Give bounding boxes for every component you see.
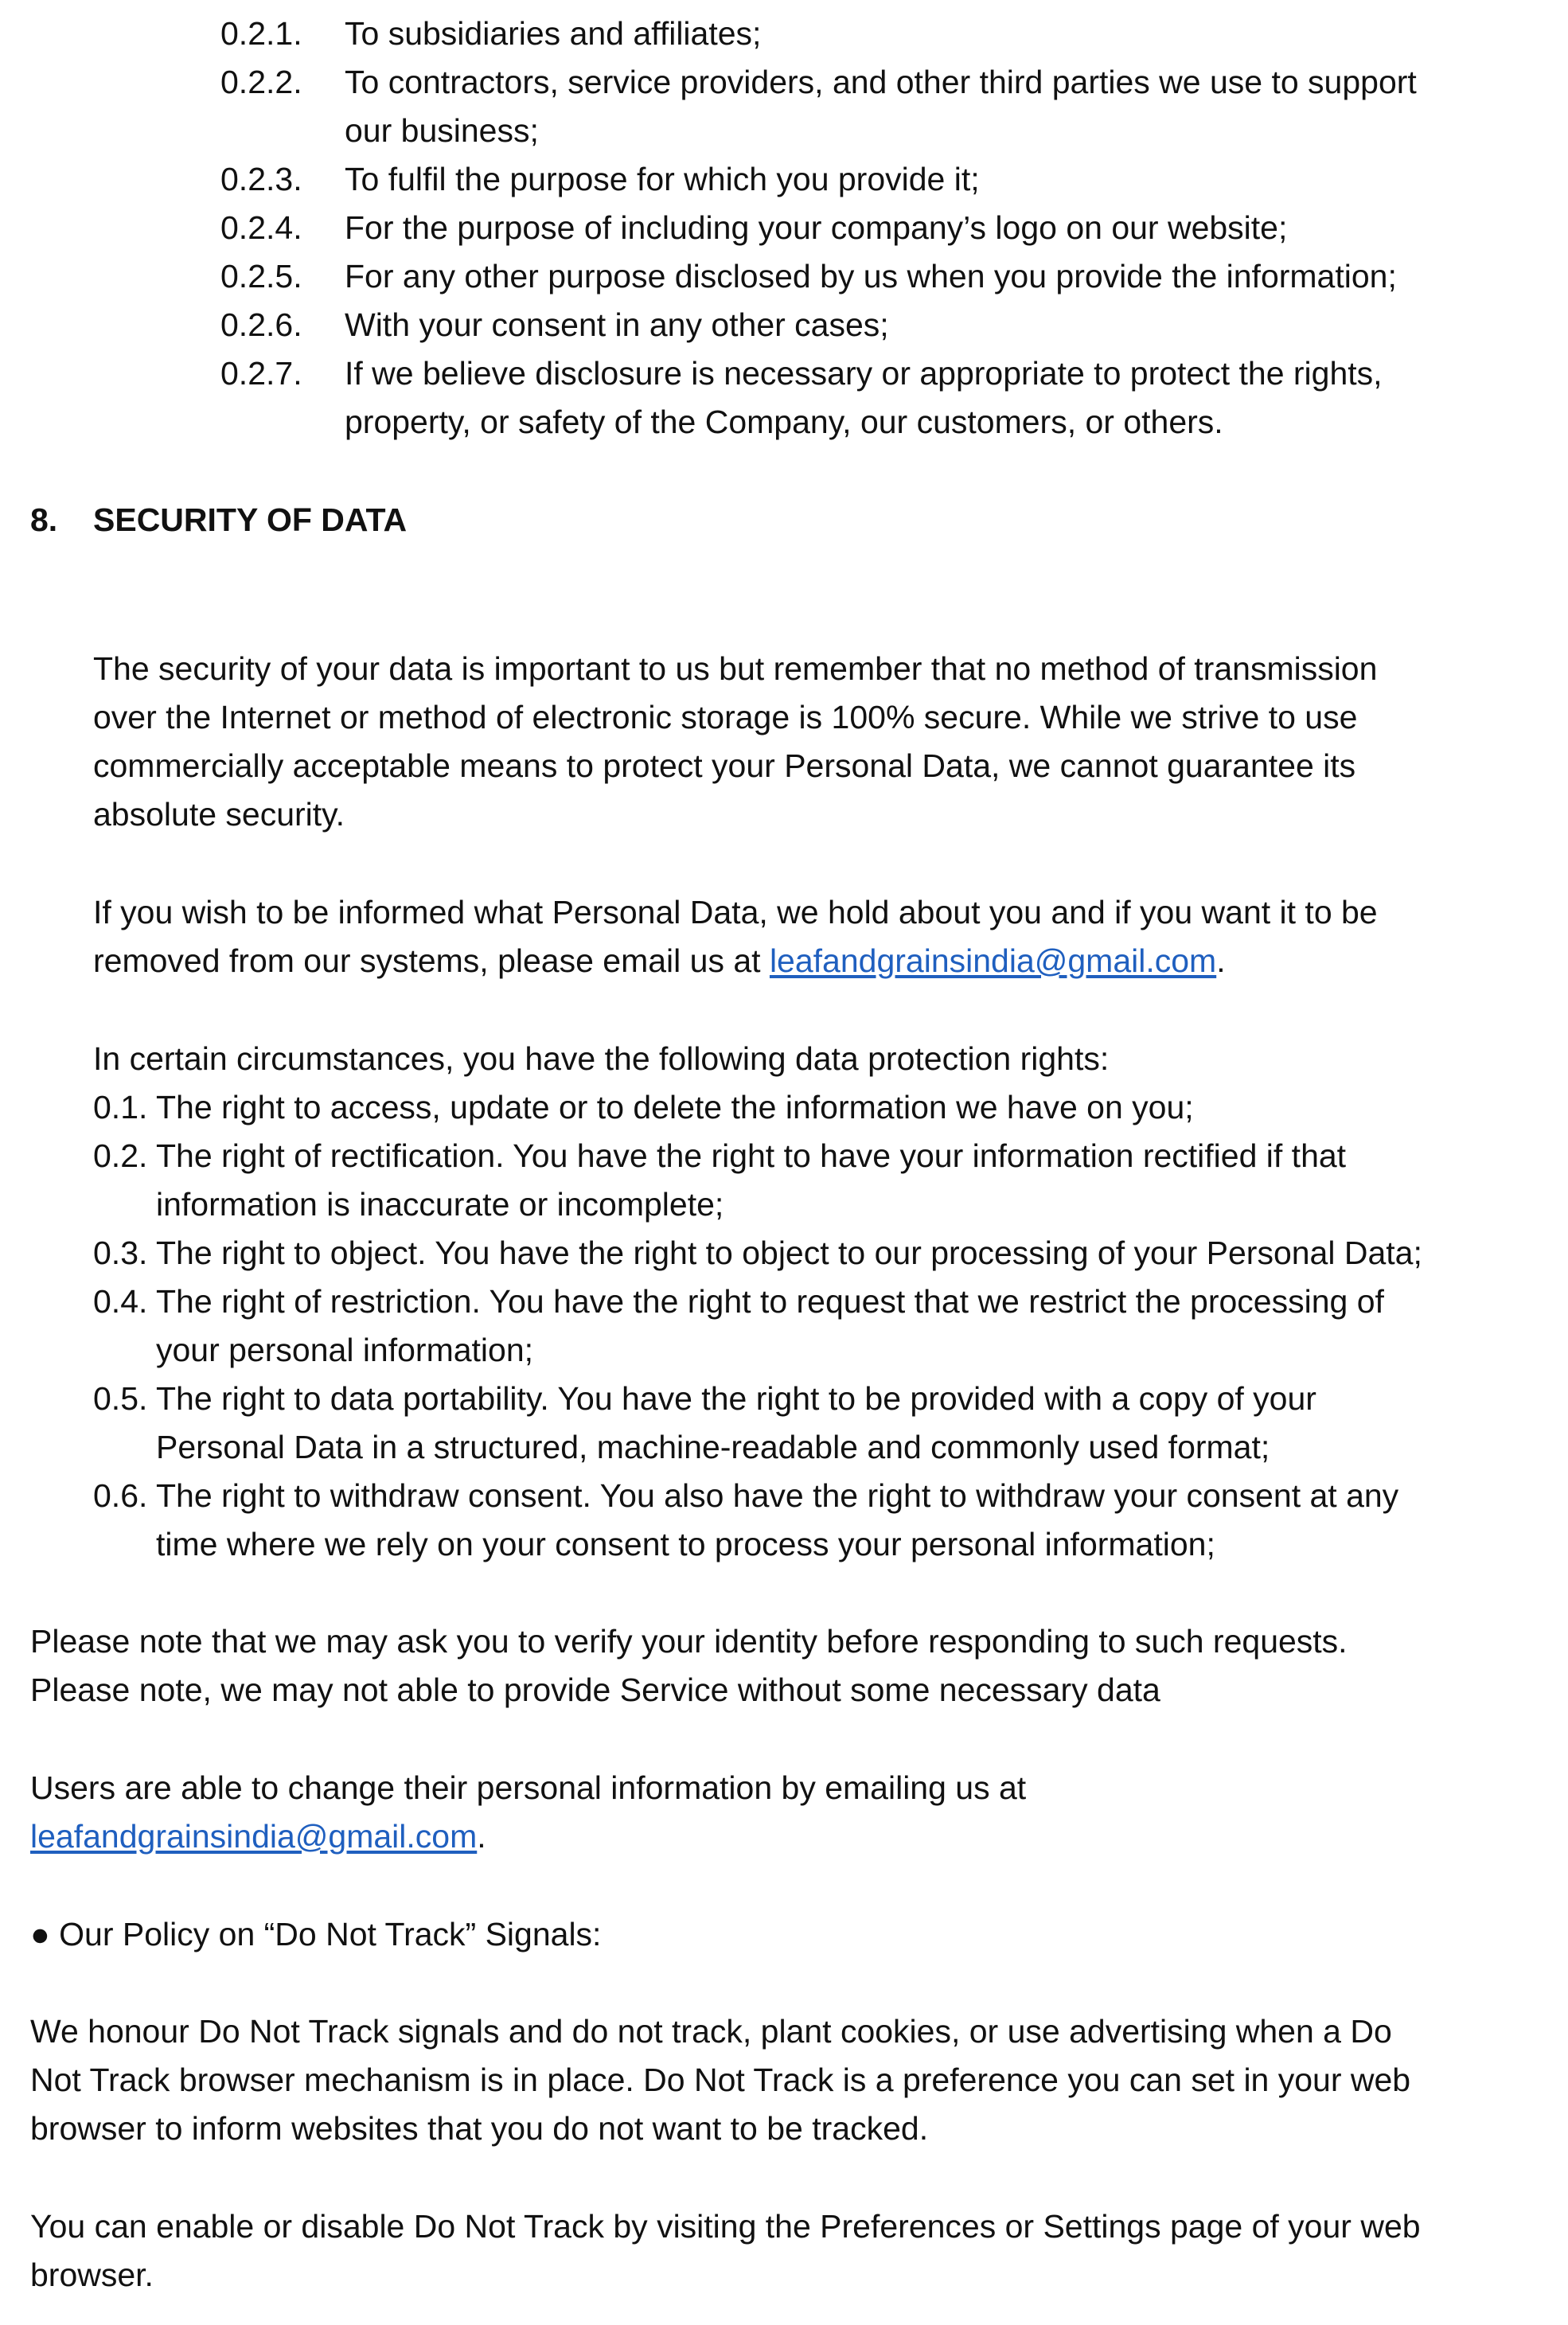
list-item-text: For any other purpose disclosed by us when you provide the information; [345,258,1397,295]
paragraph-text: . [1216,942,1226,979]
paragraph-line: commercially acceptable means to protect your Personal Data, we cannot guarantee its [93,747,1356,784]
list-number: 0.2.3. [220,161,302,197]
paragraph-line: If you wish to be informed what Personal Data, we hold about you and if you want it to be [93,894,1378,930]
paragraph-line: Please note, we may not able to provide Service without some necessary data [30,1672,1160,1708]
list-item-text: The right to object. You have the right to object to our processing of your Personal Data; [156,1235,1422,1271]
list-item-text: For the purpose of including your company’s logo on our website; [345,209,1288,246]
rights-intro: In certain circumstances, you have the following data protection rights: [93,1040,1110,1077]
paragraph-line: You can enable or disable Do Not Track by visiting the Preferences or Settings page of your web [30,2208,1421,2245]
list-number: 0.5. [93,1380,148,1417]
list-item-text: property, or safety of the Company, our customers, or others. [345,404,1223,440]
list-number: 0.2.2. [220,64,302,100]
paragraph-line: absolute security. [93,796,345,833]
list-item-text: To fulfil the purpose for which you provide it; [345,161,980,197]
paragraph-line: Users are able to change their personal information by emailing us at [30,1769,1027,1806]
section-number: 8. [30,501,58,538]
list-number: 0.2.4. [220,209,302,246]
list-number: 0.2.5. [220,258,302,295]
list-item-text: The right to access, update or to delete the information we have on you; [156,1089,1194,1125]
list-number: 0.6. [93,1477,148,1514]
paragraph-text: . [477,1818,486,1855]
paragraph-line: Please note that we may ask you to verify your identity before responding to such requests. [30,1623,1348,1660]
list-item-text: time where we rely on your consent to process your personal information; [156,1526,1215,1562]
paragraph-line: The security of your data is important to us but remember that no method of transmission [93,650,1378,687]
email-link[interactable]: leafandgrainsindia@gmail.com [30,1818,478,1855]
paragraph-text: removed from our systems, please email us at [93,942,770,979]
list-number: 0.1. [93,1089,148,1125]
list-item-text: The right to data portability. You have the right to be provided with a copy of your [156,1380,1316,1417]
list-item-text: If we believe disclosure is necessary or appropriate to protect the rights, [345,355,1383,392]
list-item-text: With your consent in any other cases; [345,306,889,343]
paragraph-line [30,1812,486,1861]
list-number: 0.2.1. [220,15,302,52]
list-number: 0.3. [93,1235,148,1271]
paragraph-line [93,937,1226,985]
list-item-text: To subsidiaries and affiliates; [345,15,762,52]
paragraph-line: browser. [30,2257,154,2293]
paragraph-line: We honour Do Not Track signals and do not track, plant cookies, or use advertising when a Do [30,2013,1392,2050]
list-item [220,10,302,58]
list-item-text: To contractors, service providers, and other third parties we use to support [345,64,1417,100]
list-item-text: our business; [345,112,539,149]
list-item-text: your personal information; [156,1332,534,1368]
list-item-text: The right of restriction. You have the right to request that we restrict the processing of [156,1283,1384,1320]
list-number: 0.2. [93,1137,148,1174]
dnt-heading: ● Our Policy on “Do Not Track” Signals: [30,1916,602,1952]
list-item-text: The right to withdraw consent. You also have the right to withdraw your consent at any [156,1477,1399,1514]
paragraph-line: over the Internet or method of electronic storage is 100% secure. While we strive to use [93,699,1358,735]
list-number: 0.4. [93,1283,148,1320]
paragraph-line: Not Track browser mechanism is in place. Do Not Track is a preference you can set in your web [30,2062,1411,2098]
section-title: SECURITY OF DATA [93,501,408,538]
list-item-text: information is inaccurate or incomplete; [156,1186,724,1223]
list-number: 0.2.7. [220,355,302,392]
list-item-text: Personal Data in a structured, machine-readable and commonly used format; [156,1429,1270,1465]
list-number: 0.2.6. [220,306,302,343]
paragraph-line: browser to inform websites that you do not want to be tracked. [30,2110,929,2147]
email-link[interactable]: leafandgrainsindia@gmail.com [769,942,1217,979]
list-item-text: The right of rectification. You have the right to have your information rectified if that [156,1137,1347,1174]
